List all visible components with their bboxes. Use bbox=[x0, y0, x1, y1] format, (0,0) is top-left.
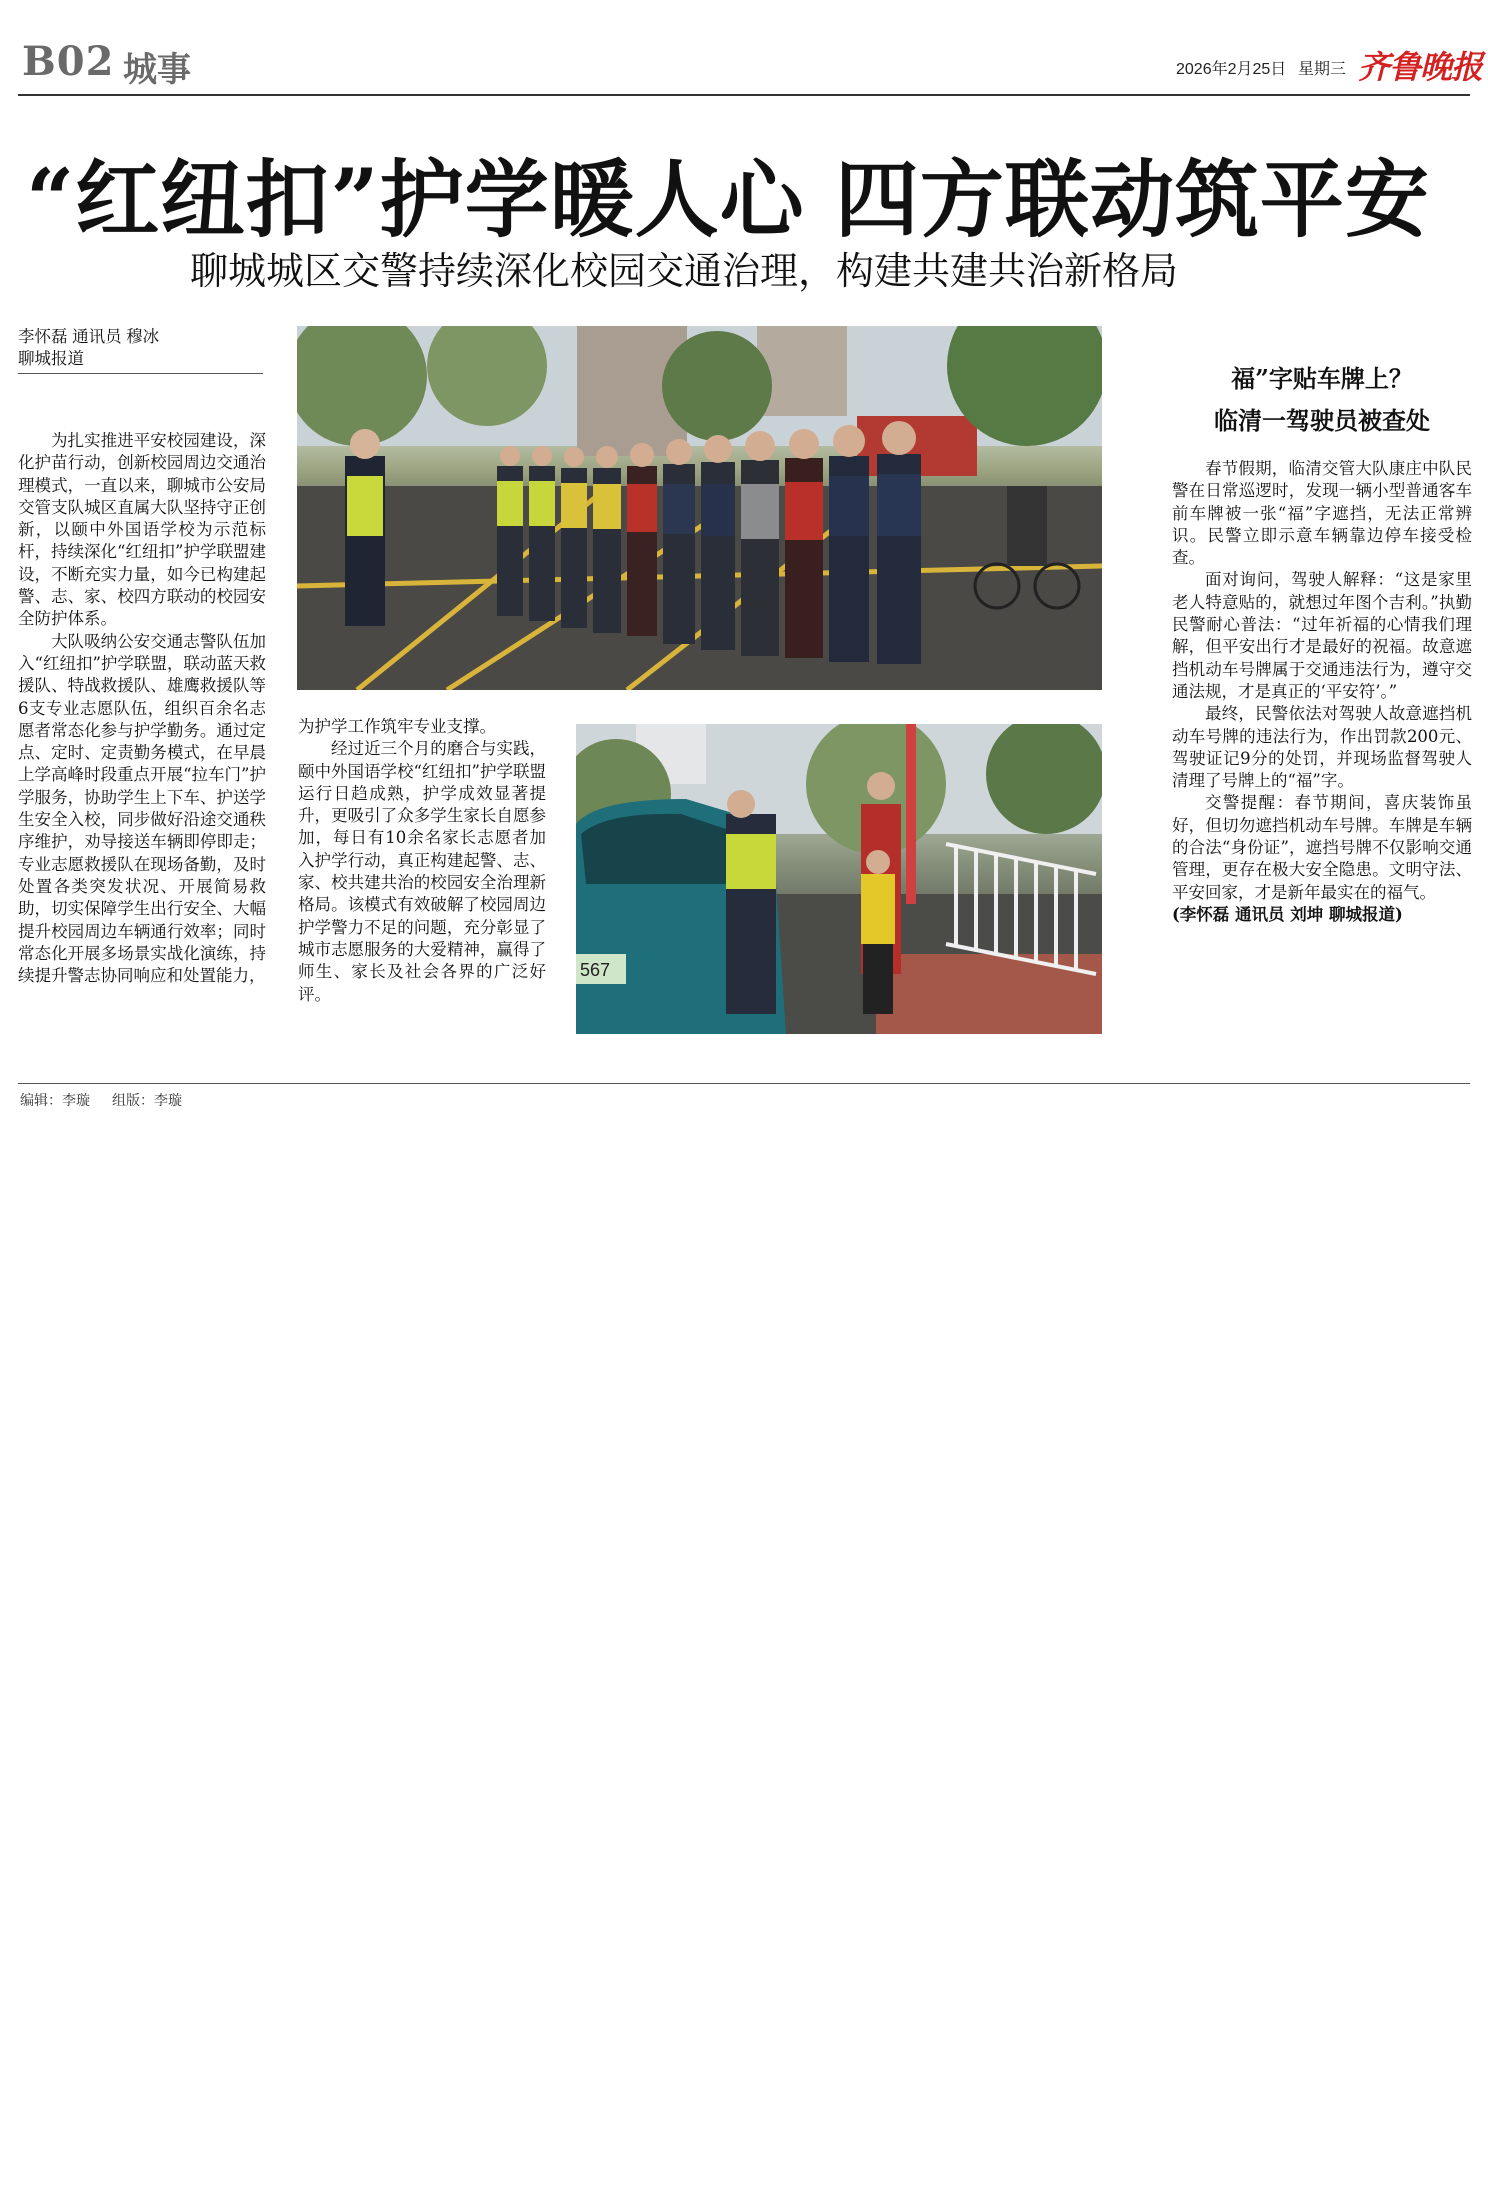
article-paragraph-3: 经过近三个月的磨合与实践，颐中外国语学校“红纽扣”护学联盟运行日趋成熟，护学成效显著提升，更吸引了众多学生家长自愿参加，每日有10余名家长志愿者加入护学行动，真正构建起警、志、家、校共建共治的校园安全治理新格局。该模式有效破解了校园周边护学警力不足的问题，充分彰显了城市志愿服务的大爱精神，赢得了师生、家长及社会各界的广泛好评。 bbox=[298, 739, 546, 1004]
article-paragraph-2: 大队吸纳公安交通志警队伍加入“红纽扣”护学联盟，联动蓝天救援队、特战救援队、雄鹰救援队等6支专业志愿队伍，组织百余名志愿者常态化参与护学勤务。通过定点、定时、定责勤务模式，在早晨上学高峰时段重点开展“拉车门”护学服务，协助学生上下车、护送学生安全入校，同步做好沿途交通秩序维护，劝导接送车辆即停即走；专业志愿救援队在现场备勤，及时处置各类突发状况、开展简易救助，切实保障学生出行安全、大幅提升校园周边车辆通行效率；同时常态化开展多场景实战化演练，持续提升警志协同响应和处置能力， bbox=[18, 631, 266, 986]
sidebar-paragraph-3: 最终，民警依法对驾驶人故意遮挡机动车号牌的违法行为，作出罚款200元、驾驶证记9分的处罚，并现场监督驾驶人清理了号牌上的“福”字。 bbox=[1172, 704, 1472, 791]
byline-location: 聊城报道 bbox=[18, 350, 84, 368]
sidebar-title-line-1: 福”字贴车牌上？ bbox=[1231, 364, 1413, 393]
layout-editor-credit: 组版：李璇 bbox=[112, 1092, 182, 1108]
byline-rule bbox=[18, 373, 263, 374]
sidebar-paragraph-4: 交警提醒：春节期间，喜庆装饰虽好，但切勿遮挡机动车号牌。车牌是车辆的合法“身份证”，遮挡号牌不仅影响交通管理，更存在极大安全隐患。文明守法、平安回家，才是新年最实在的福气。 bbox=[1172, 793, 1472, 902]
license-plate: 567 bbox=[580, 960, 611, 980]
article-column-1 bbox=[18, 430, 266, 987]
article-column-2 bbox=[298, 716, 546, 1006]
issue-weekday: 星期三 bbox=[1298, 61, 1347, 78]
footer-rule bbox=[18, 1083, 1470, 1084]
article-headline: “红纽扣”护学暖人心 四方联动筑平安 bbox=[26, 150, 1430, 249]
page-number: B02 bbox=[22, 38, 115, 85]
sidebar-credit: (李怀磊 通讯员 刘坤 聊城报道) bbox=[1172, 904, 1403, 924]
sidebar-title-line-2: 临清一驾驶员被查处 bbox=[1214, 406, 1430, 435]
sidebar-paragraph-1: 春节假期，临清交管大队康庄中队民警在日常巡逻时，发现一辆小型普通客车前车牌被一张“福”字遮挡，无法正常辨识。民警立即示意车辆靠边停车接受检查。 bbox=[1172, 459, 1472, 568]
photo-volunteers-lineup bbox=[297, 326, 1102, 690]
sidebar-column bbox=[1172, 458, 1472, 926]
photo-car-door-service-illustration bbox=[576, 724, 1102, 1034]
header-rule bbox=[18, 94, 1470, 96]
photo-car-door-service bbox=[576, 724, 1102, 1034]
photo-volunteers-lineup-illustration bbox=[297, 326, 1102, 690]
editor-credit: 编辑：李璇 bbox=[20, 1092, 90, 1108]
section-name: 城事 bbox=[123, 50, 191, 90]
article-paragraph-1: 为扎实推进平安校园建设，深化护苗行动，创新校园周边交通治理模式，一直以来，聊城市公安局交管支队城区直属大队坚持守正创新，以颐中外国语学校为示范标杆，持续深化“红纽扣”护学联盟建设，不断充实力量，如今已构建起警、志、家、校四方联动的校园安全防护体系。 bbox=[18, 431, 266, 629]
article-byline bbox=[18, 326, 266, 370]
masthead-logo: 齐鲁晚报 bbox=[1358, 48, 1483, 86]
article-paragraph-2-continued: 为护学工作筑牢专业支撑。 bbox=[298, 717, 496, 736]
sidebar-paragraph-2: 面对询问，驾驶人解释：“这是家里老人特意贴的，就想过年图个吉利。”执勤民警耐心普法：“过年祈福的心情我们理解，但平安出行才是最好的祝福。故意遮挡机动车号牌属于交通违法行为，遵守交通法规，才是真正的‘平安符’。” bbox=[1172, 570, 1472, 701]
article-subheadline: 聊城城区交警持续深化校园交通治理，构建共建共治新格局 bbox=[190, 251, 1179, 293]
byline-authors: 李怀磊 通讯员 穆冰 bbox=[18, 328, 160, 346]
issue-date: 2026年2月25日 bbox=[1176, 61, 1287, 78]
